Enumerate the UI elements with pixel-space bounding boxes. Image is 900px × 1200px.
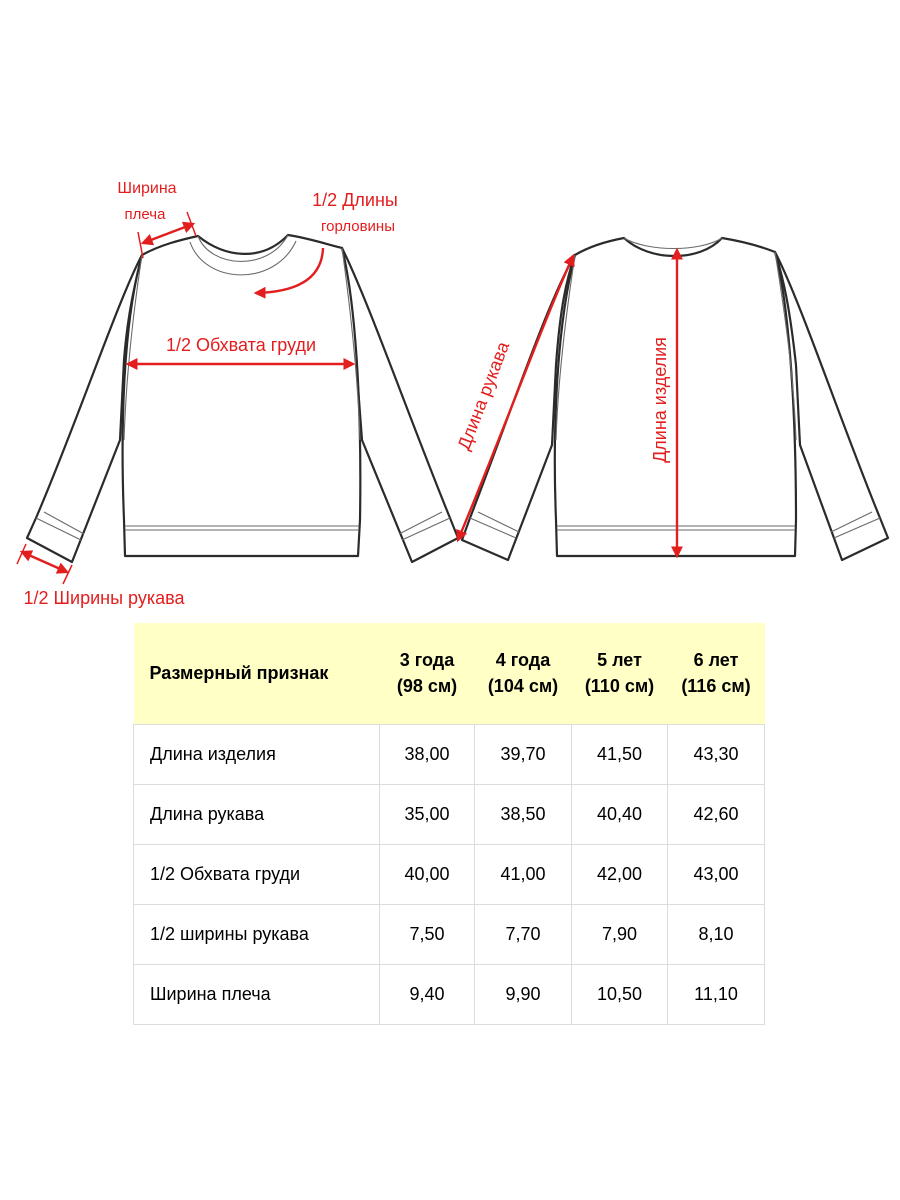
half-sleeve-width-label: 1/2 Ширины рукава bbox=[23, 588, 185, 608]
table-cell: 35,00 bbox=[380, 784, 475, 844]
size-age: 4 года bbox=[495, 650, 551, 671]
size-table-header bbox=[134, 623, 765, 724]
size-age: 6 лет bbox=[693, 650, 739, 671]
size-age: 5 лет bbox=[597, 650, 642, 671]
table-cell: 40,40 bbox=[572, 784, 668, 844]
garment-length-label: Длина изделия bbox=[650, 337, 670, 463]
table-cell: 42,00 bbox=[572, 844, 668, 904]
row-name: 1/2 ширины рукава bbox=[134, 904, 380, 964]
header-size-4 bbox=[475, 623, 572, 724]
table-cell: 38,50 bbox=[475, 784, 572, 844]
table-cell: 9,40 bbox=[380, 964, 475, 1024]
header-size-6 bbox=[668, 623, 765, 724]
table-cell: 11,10 bbox=[668, 964, 765, 1024]
table-cell: 41,50 bbox=[572, 724, 668, 784]
table-cell: 7,90 bbox=[572, 904, 668, 964]
sleeve-length-label: Длина рукава bbox=[453, 338, 514, 453]
size-age: 3 года bbox=[399, 650, 455, 671]
table-row bbox=[134, 844, 765, 904]
table-cell: 7,70 bbox=[475, 904, 572, 964]
table-cell: 40,00 bbox=[380, 844, 475, 904]
table-row bbox=[134, 724, 765, 784]
table-row bbox=[134, 964, 765, 1024]
header-size-5 bbox=[572, 623, 668, 724]
table-cell: 39,70 bbox=[475, 724, 572, 784]
shoulder-width-label-line1: Ширина bbox=[117, 180, 177, 197]
half-neck-label-line2: горловины bbox=[321, 218, 395, 235]
table-cell: 38,00 bbox=[380, 724, 475, 784]
size-height: (110 см) bbox=[584, 676, 655, 697]
table-cell: 7,50 bbox=[380, 904, 475, 964]
size-height: (104 см) bbox=[487, 676, 559, 697]
size-height: (116 см) bbox=[681, 676, 751, 697]
sweatshirt-back-icon bbox=[462, 238, 888, 560]
row-name: 1/2 Обхвата груди bbox=[134, 844, 380, 904]
half-chest-label: 1/2 Обхвата груди bbox=[165, 335, 317, 355]
row-name: Ширина плеча bbox=[134, 964, 380, 1024]
half-neck-label-line1: 1/2 Длины bbox=[312, 190, 398, 210]
size-height: (98 см) bbox=[396, 676, 458, 697]
row-name: Длина рукава bbox=[134, 784, 380, 844]
header-size-attribute: Размерный признак bbox=[149, 663, 329, 684]
table-cell: 9,90 bbox=[475, 964, 572, 1024]
size-table bbox=[133, 623, 765, 1025]
table-cell: 43,00 bbox=[668, 844, 765, 904]
table-cell: 10,50 bbox=[572, 964, 668, 1024]
sweatshirt-front-icon bbox=[27, 235, 458, 562]
table-cell: 41,00 bbox=[475, 844, 572, 904]
shoulder-width-label-line2: плеча bbox=[124, 206, 166, 223]
row-name: Длина изделия bbox=[134, 724, 380, 784]
table-cell: 8,10 bbox=[668, 904, 765, 964]
table-row bbox=[134, 784, 765, 844]
table-cell: 42,60 bbox=[668, 784, 765, 844]
table-cell: 43,30 bbox=[668, 724, 765, 784]
table-row bbox=[134, 904, 765, 964]
header-size-3 bbox=[380, 623, 475, 724]
